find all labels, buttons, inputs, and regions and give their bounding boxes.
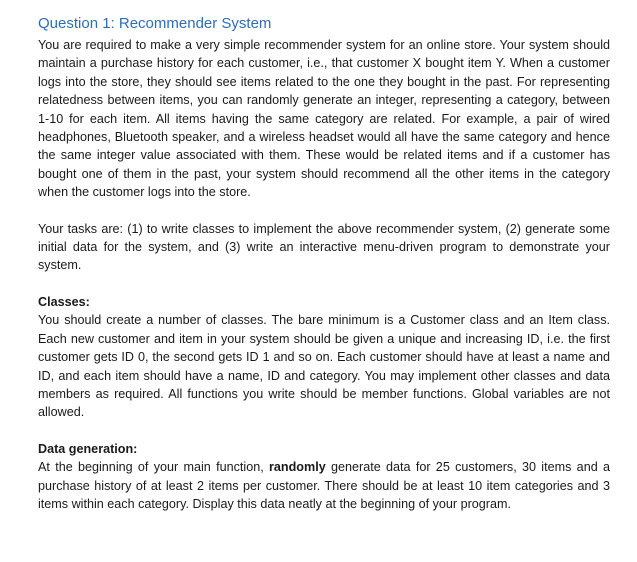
document-page: [38, 14, 610, 513]
spacer: [38, 422, 610, 440]
tasks-paragraph: Your tasks are: (1) to write classes to implement the above recommender system, (2) generate some initial data for the system, and (3) write an interactive menu-driven program to demonstrate your system.: [38, 221, 610, 273]
data-generation-emphasis: randomly: [269, 460, 326, 475]
spacer: [38, 202, 610, 220]
data-generation-text-end: generate data for 25 customers, 30 items and a purchase history of at least 2 items per customer. There should be at least 10 item categories and 3 items within each category. Display this data neatly at the beginning of your program.: [38, 460, 610, 511]
intro-paragraph: You are required to make a very simple recommender system for an online store. Your system should maintain a purchase history for each customer, i.e., that customer X bought item Y. When a customer logs into the store, they should see items related to the one they bought in the past. For representing relatedness between items, you can randomly generate an integer, representing a category, between 1-10 for each item. All items having the same category are related. For example, a pair of wired headphones, Bluetooth speaker, and a wireless headset would all have the same category and hence the same integer value associated with them. These would be related items and if a customer has bought one of them in the past, your system should recommend all the other items in the category when the customer logs into the store.: [38, 38, 610, 200]
classes-paragraph: You should create a number of classes. The bare minimum is a Customer class and an Item class. Each new customer and item in your system should be given a unique and increasing ID, i.e. the first customer gets ID 0, the second gets ID 1 and so on. Each customer should have at least a name and ID, and each item should have a name, ID and category. You may implement other classes and data members as required. All functions you write should be member functions. Global variables are not allowed.: [38, 313, 610, 420]
spacer: [38, 275, 610, 293]
classes-heading: Classes:: [38, 294, 90, 309]
question-title: Question 1: Recommender System: [38, 15, 272, 32]
data-generation-paragraph: [38, 458, 610, 513]
data-generation-heading: Data generation:: [38, 441, 138, 456]
data-generation-text-start: At the beginning of your main function,: [38, 460, 270, 475]
